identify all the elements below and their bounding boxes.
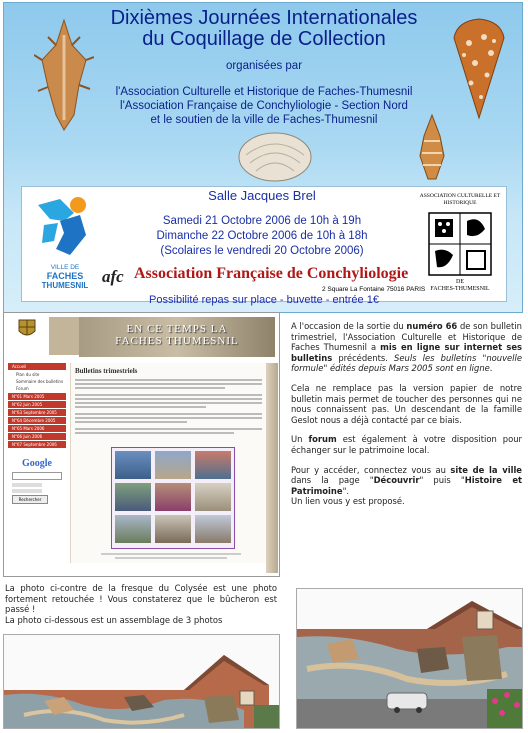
murex-shell-image xyxy=(34,15,94,135)
article-text xyxy=(291,321,522,516)
afc-logo-icon: afc xyxy=(102,267,124,286)
poster-organised-by: organisées par xyxy=(225,60,303,72)
ville-logo-line2: FACHES xyxy=(46,271,84,281)
poster-title-line1: Dixièmes Journées Internationales xyxy=(110,7,418,29)
crest-icon xyxy=(18,319,36,339)
sidebar-item-forum[interactable]: Forum xyxy=(16,386,29,391)
article-paragraph-5: Un lien vous y est proposé. xyxy=(291,496,405,507)
bulletin-thumb[interactable] xyxy=(115,515,151,543)
website-screenshot xyxy=(3,312,280,577)
sidebar-item-bulletin-66[interactable]: N°66 Juin 2006 xyxy=(8,433,66,440)
header-banner xyxy=(79,317,275,357)
bulletin-thumb[interactable] xyxy=(155,451,191,479)
poster-org-line3: et le soutien de la ville de Faches-Thumesnil xyxy=(150,114,378,126)
banner-line2: FACHES THUMESNIL xyxy=(115,335,239,347)
poster-info-box xyxy=(21,186,507,302)
clam-shell-image xyxy=(236,125,314,183)
photo-caption xyxy=(5,583,277,625)
assoc-logo-top: ASSOCIATION CULTURELLE ET HISTORIQUE xyxy=(419,193,501,206)
ville-faches-logo-icon xyxy=(30,195,100,257)
ville-logo-line3: THUMESNIL xyxy=(41,281,89,290)
search-option-radio[interactable] xyxy=(12,483,42,487)
bulletin-thumb[interactable] xyxy=(195,451,231,479)
bulletin-thumb[interactable] xyxy=(195,483,231,511)
search-button[interactable]: Rechercher xyxy=(12,495,48,504)
fresque-panorama-image xyxy=(4,635,280,729)
caption-paragraph-2: La photo ci-dessous est un assemblage de 3 photos xyxy=(5,614,223,625)
sidebar-item-sommaire[interactable]: Sommaire des bulletins xyxy=(16,379,64,384)
poster-venue: Salle Jacques Brel xyxy=(208,188,316,203)
sidebar-item-bulletin-64[interactable]: N°64 Décembre 2005 xyxy=(8,417,66,424)
sidebar-item-accueil[interactable]: Accueil xyxy=(8,363,66,370)
assoc-crest-icon xyxy=(427,211,493,277)
bulletin-thumb[interactable] xyxy=(115,451,151,479)
poster-org-line2: l'Association Française de Conchyliologie - Section Nord xyxy=(120,100,408,112)
content-title: Bulletins trimestriels xyxy=(75,367,138,375)
exhibition-poster xyxy=(3,2,523,313)
bulletin-thumb[interactable] xyxy=(155,483,191,511)
poster-date1: Samedi 21 Octobre 2006 de 10h à 19h xyxy=(162,215,362,227)
fresque-panorama-photo xyxy=(3,634,280,729)
banner-line1: EN CE TEMPS LA xyxy=(126,323,228,335)
google-search-input[interactable] xyxy=(12,472,62,480)
article-paragraph-1: A l'occasion de la sortie du numéro 66 de son bulletin trimestriel, l'Association Culturelle et Historique de Faches Thumesnil a mis en ligne sur internet ses bulletins précédents. Seuls les bulletins "nouvelle formule" édités depuis Mars 2005 sont en ligne. xyxy=(291,321,522,374)
screenshot-content xyxy=(70,363,266,563)
article-paragraph-2: Cela ne remplace pas la version papier de notre bulletin mais permet de toucher des personnes qui ne nous connaissent pas. Un descendant de la famille Geslot nous a déjà contacté par ce biais. xyxy=(291,382,522,425)
sidebar-item-bulletin-67[interactable]: N°67 Septembre 2006 xyxy=(8,441,66,448)
search-option-radio-2[interactable] xyxy=(12,489,42,493)
ville-logo-line1: VILLE DE xyxy=(50,264,80,271)
bulletin-thumb[interactable] xyxy=(115,483,151,511)
bulletin-thumb[interactable] xyxy=(155,515,191,543)
sidebar-item-bulletin-65[interactable]: N°65 Mars 2006 xyxy=(8,425,66,432)
poster-footer: Possibilité repas sur place - buvette - entrée 1€ xyxy=(149,294,379,306)
bulletin-thumb[interactable] xyxy=(195,515,231,543)
site-ville-link[interactable]: site de la ville xyxy=(450,464,522,475)
bulletin-thumbnails-grid xyxy=(111,447,235,549)
assoc-logo-de: DE xyxy=(456,279,464,285)
assoc-logo-bottom: FACHES-THUMESNIL xyxy=(430,286,490,292)
screenshot-header xyxy=(4,313,279,357)
caption-paragraph-1: La photo ci-contre de la fresque du Colysée est une photo fortement retouchée ! Vous constaterez que le bûcheron est passé ! xyxy=(5,583,277,615)
content-text-block xyxy=(75,379,262,434)
afc-name: Association Française de Conchyliologie xyxy=(134,265,409,282)
article-paragraph-3: Un forum est également à votre disposition pour échanger sur le patrimoine local. xyxy=(291,434,522,455)
sidebar-item-bulletin-62[interactable]: N°62 Juin 2005 xyxy=(8,401,66,408)
small-shell-image xyxy=(414,111,450,183)
page-curl-decoration xyxy=(266,363,278,573)
screenshot-sidebar xyxy=(8,363,66,506)
article-paragraph-4: Pour y accéder, connectez vous au site de la ville dans la page "Découvrir" puis "Histoire et Patrimoine". xyxy=(291,464,523,496)
poster-date3: (Scolaires le vendredi 20 Octobre 2006) xyxy=(160,245,364,257)
afc-address: 2 Square La Fontaine 75016 PARIS xyxy=(322,286,426,293)
header-photo-1 xyxy=(49,317,79,355)
poster-title-line2: du Coquillage de Collection xyxy=(142,28,386,50)
fresque-colysee-image xyxy=(297,589,523,729)
sidebar-item-bulletin-61[interactable]: N°61 Mars 2005 xyxy=(8,393,66,400)
fresque-colysee-photo xyxy=(296,588,523,729)
cone-shell-image xyxy=(449,13,509,123)
forum-link[interactable]: forum xyxy=(308,434,337,445)
poster-date2: Dimanche 22 Octobre 2006 de 10h à 18h xyxy=(156,230,368,242)
sidebar-item-plan[interactable]: Plan du site xyxy=(16,372,40,377)
content-footer xyxy=(101,551,241,561)
poster-org-line1: l'Association Culturelle et Historique de Faches-Thumesnil xyxy=(115,86,413,98)
sidebar-item-bulletin-63[interactable]: N°63 Septembre 2005 xyxy=(8,409,66,416)
google-logo-icon: Google xyxy=(22,458,52,469)
